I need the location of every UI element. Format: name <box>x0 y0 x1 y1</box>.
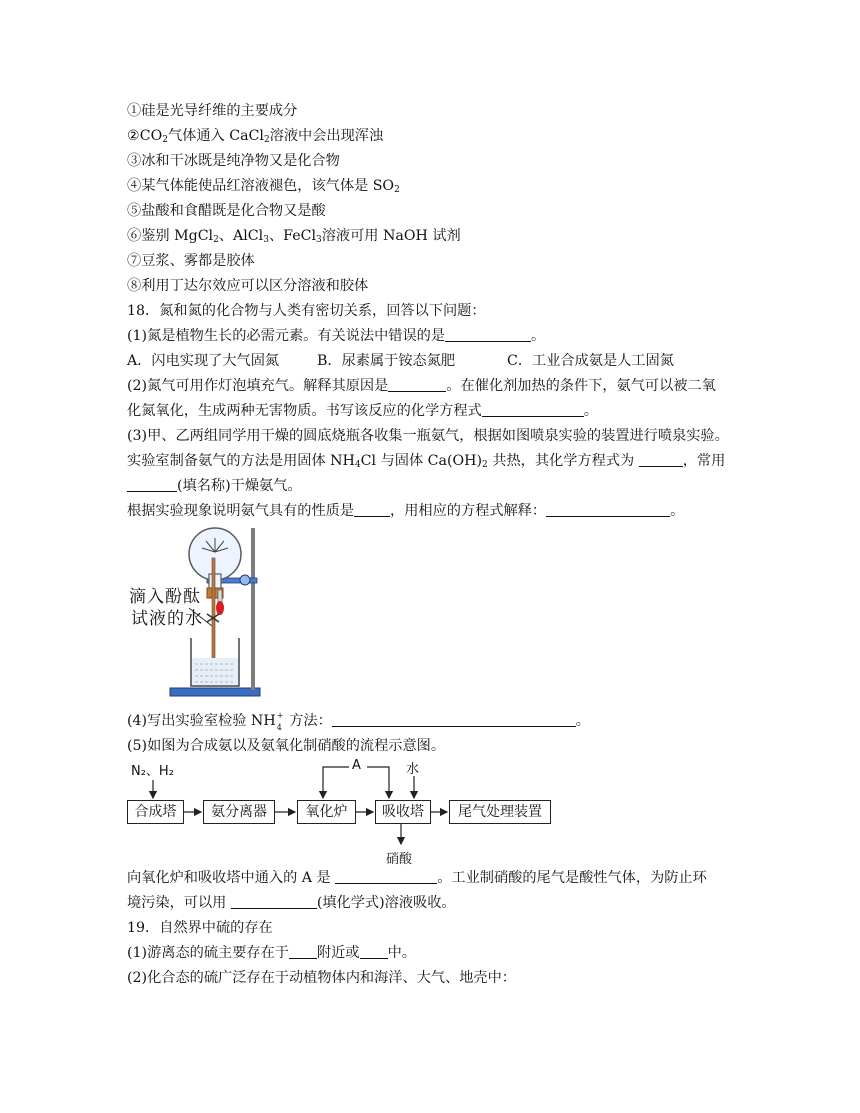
answer-blank[interactable] <box>289 944 317 959</box>
option-b: B．尿素属于铵态氮肥 <box>317 353 456 369</box>
item-1: ①硅是光导纤维的主要成分 <box>127 103 298 119</box>
item-3: ③冰和干冰既是纯净物又是化合物 <box>127 153 340 169</box>
answer-blank[interactable] <box>445 327 531 342</box>
flow-box-synthesis-tower: 合成塔 <box>127 800 184 824</box>
figure-label-line1: 滴入酚酞 <box>129 587 201 607</box>
option-c: C．工业合成氨是人工固氮 <box>507 353 674 369</box>
item-8: ⑧利用丁达尔效应可以区分溶液和胶体 <box>127 278 369 294</box>
answer-blank[interactable] <box>639 452 683 467</box>
q18-options <box>127 351 674 371</box>
q19-part1: (1)游离态的硫主要存在于 附近或 中。 <box>127 945 416 961</box>
flow-input-label: N₂、H₂ <box>131 764 174 779</box>
flow-a-label: A <box>352 758 361 773</box>
q18-part4: (4)写出实验室检验 NH + 4 方法： 。 <box>127 711 590 732</box>
q18-part1: (1)氮是植物生长的必需元素。有关说法中错误的是 。 <box>127 328 546 344</box>
nitric-acid-flow-diagram <box>127 758 557 868</box>
item-6: ⑥鉴别 MgCl$_2$、AlCl$_3$、FeCl$_3$溶液可用 NaOH 试剂 <box>127 228 461 245</box>
q18-part2-line1: (2)氮气可用作灯泡填充气。解释其原因是 。在催化剂加热的条件下，氨气可以被二氧 <box>127 378 716 394</box>
answer-blank[interactable] <box>335 869 437 884</box>
flow-box-tail-gas-treatment: 尾气处理装置 <box>449 800 551 824</box>
item-7: ⑦豆浆、雾都是胶体 <box>127 253 255 269</box>
q18-part2-line2: 化氮氧化，生成两种无害物质。书写该反应的化学方程式 。 <box>127 403 598 419</box>
figure-label-line2: 试液的水 <box>131 609 203 629</box>
q19-title: 19．自然界中硫的存在 <box>127 920 273 936</box>
answer-blank[interactable] <box>388 377 446 392</box>
flow-box-oxidation-furnace: 氧化炉 <box>297 800 356 824</box>
answer-blank[interactable] <box>546 502 670 517</box>
flow-box-ammonia-separator: 氨分离器 <box>203 800 275 824</box>
q18-part3-line1: (3)甲、乙两组同学用干燥的圆底烧瓶各收集一瓶氨气，根据如图喷泉实验的装置进行喷泉实验。 <box>127 428 729 444</box>
q18-title: 18．氮和氮的化合物与人类有密切关系，回答以下问题： <box>127 303 486 319</box>
fountain-experiment-figure <box>127 522 267 702</box>
answer-blank[interactable] <box>360 944 388 959</box>
flow-output-label: 硝酸 <box>386 852 413 867</box>
option-a: A．闪电实现了大气固氮 <box>127 353 280 369</box>
q18-part3-line4: 根据实验现象说明氨气具有的性质是 ，用相应的方程式解释： 。 <box>127 503 685 519</box>
q18-part5-line2: 向氧化炉和吸收塔中通入的 A 是 。工业制硝酸的尾气是酸性气体，为防止环 <box>127 870 707 886</box>
item-2: $②CO_2$气体通入 CaCl$_2$溶液中会出现浑浊 <box>127 128 384 145</box>
answer-blank[interactable] <box>231 894 317 909</box>
item-4: ④某气体能使品红溶液褪色，该气体是 $SO_2$ <box>127 178 400 195</box>
answer-blank[interactable] <box>127 477 177 492</box>
q18-part5: (5)如图为合成氨以及氨氧化制硝酸的流程示意图。 <box>127 738 446 754</box>
q18-part5-line3: 境污染，可以用 (填化学式)溶液吸收。 <box>127 895 456 911</box>
flow-box-absorption-tower: 吸收塔 <box>375 800 431 824</box>
answer-blank[interactable] <box>482 402 584 417</box>
answer-blank[interactable] <box>332 712 576 727</box>
q19-part2: (2)化合态的硫广泛存在于动植物体内和海洋、大气、地壳中： <box>127 970 516 986</box>
flow-water-label: 水 <box>406 762 420 777</box>
q18-part3-line2: 实验室制备氨气的方法是用固体 $NH_4Cl$ 与固体 $Ca(OH)_2$ 共热，其化学方程式为 ，常用 <box>127 453 726 470</box>
q18-part3-line3: (填名称)干燥氨气。 <box>127 476 302 496</box>
answer-blank[interactable] <box>354 502 390 517</box>
item-5: ⑤盐酸和食醋既是化合物又是酸 <box>127 203 326 219</box>
